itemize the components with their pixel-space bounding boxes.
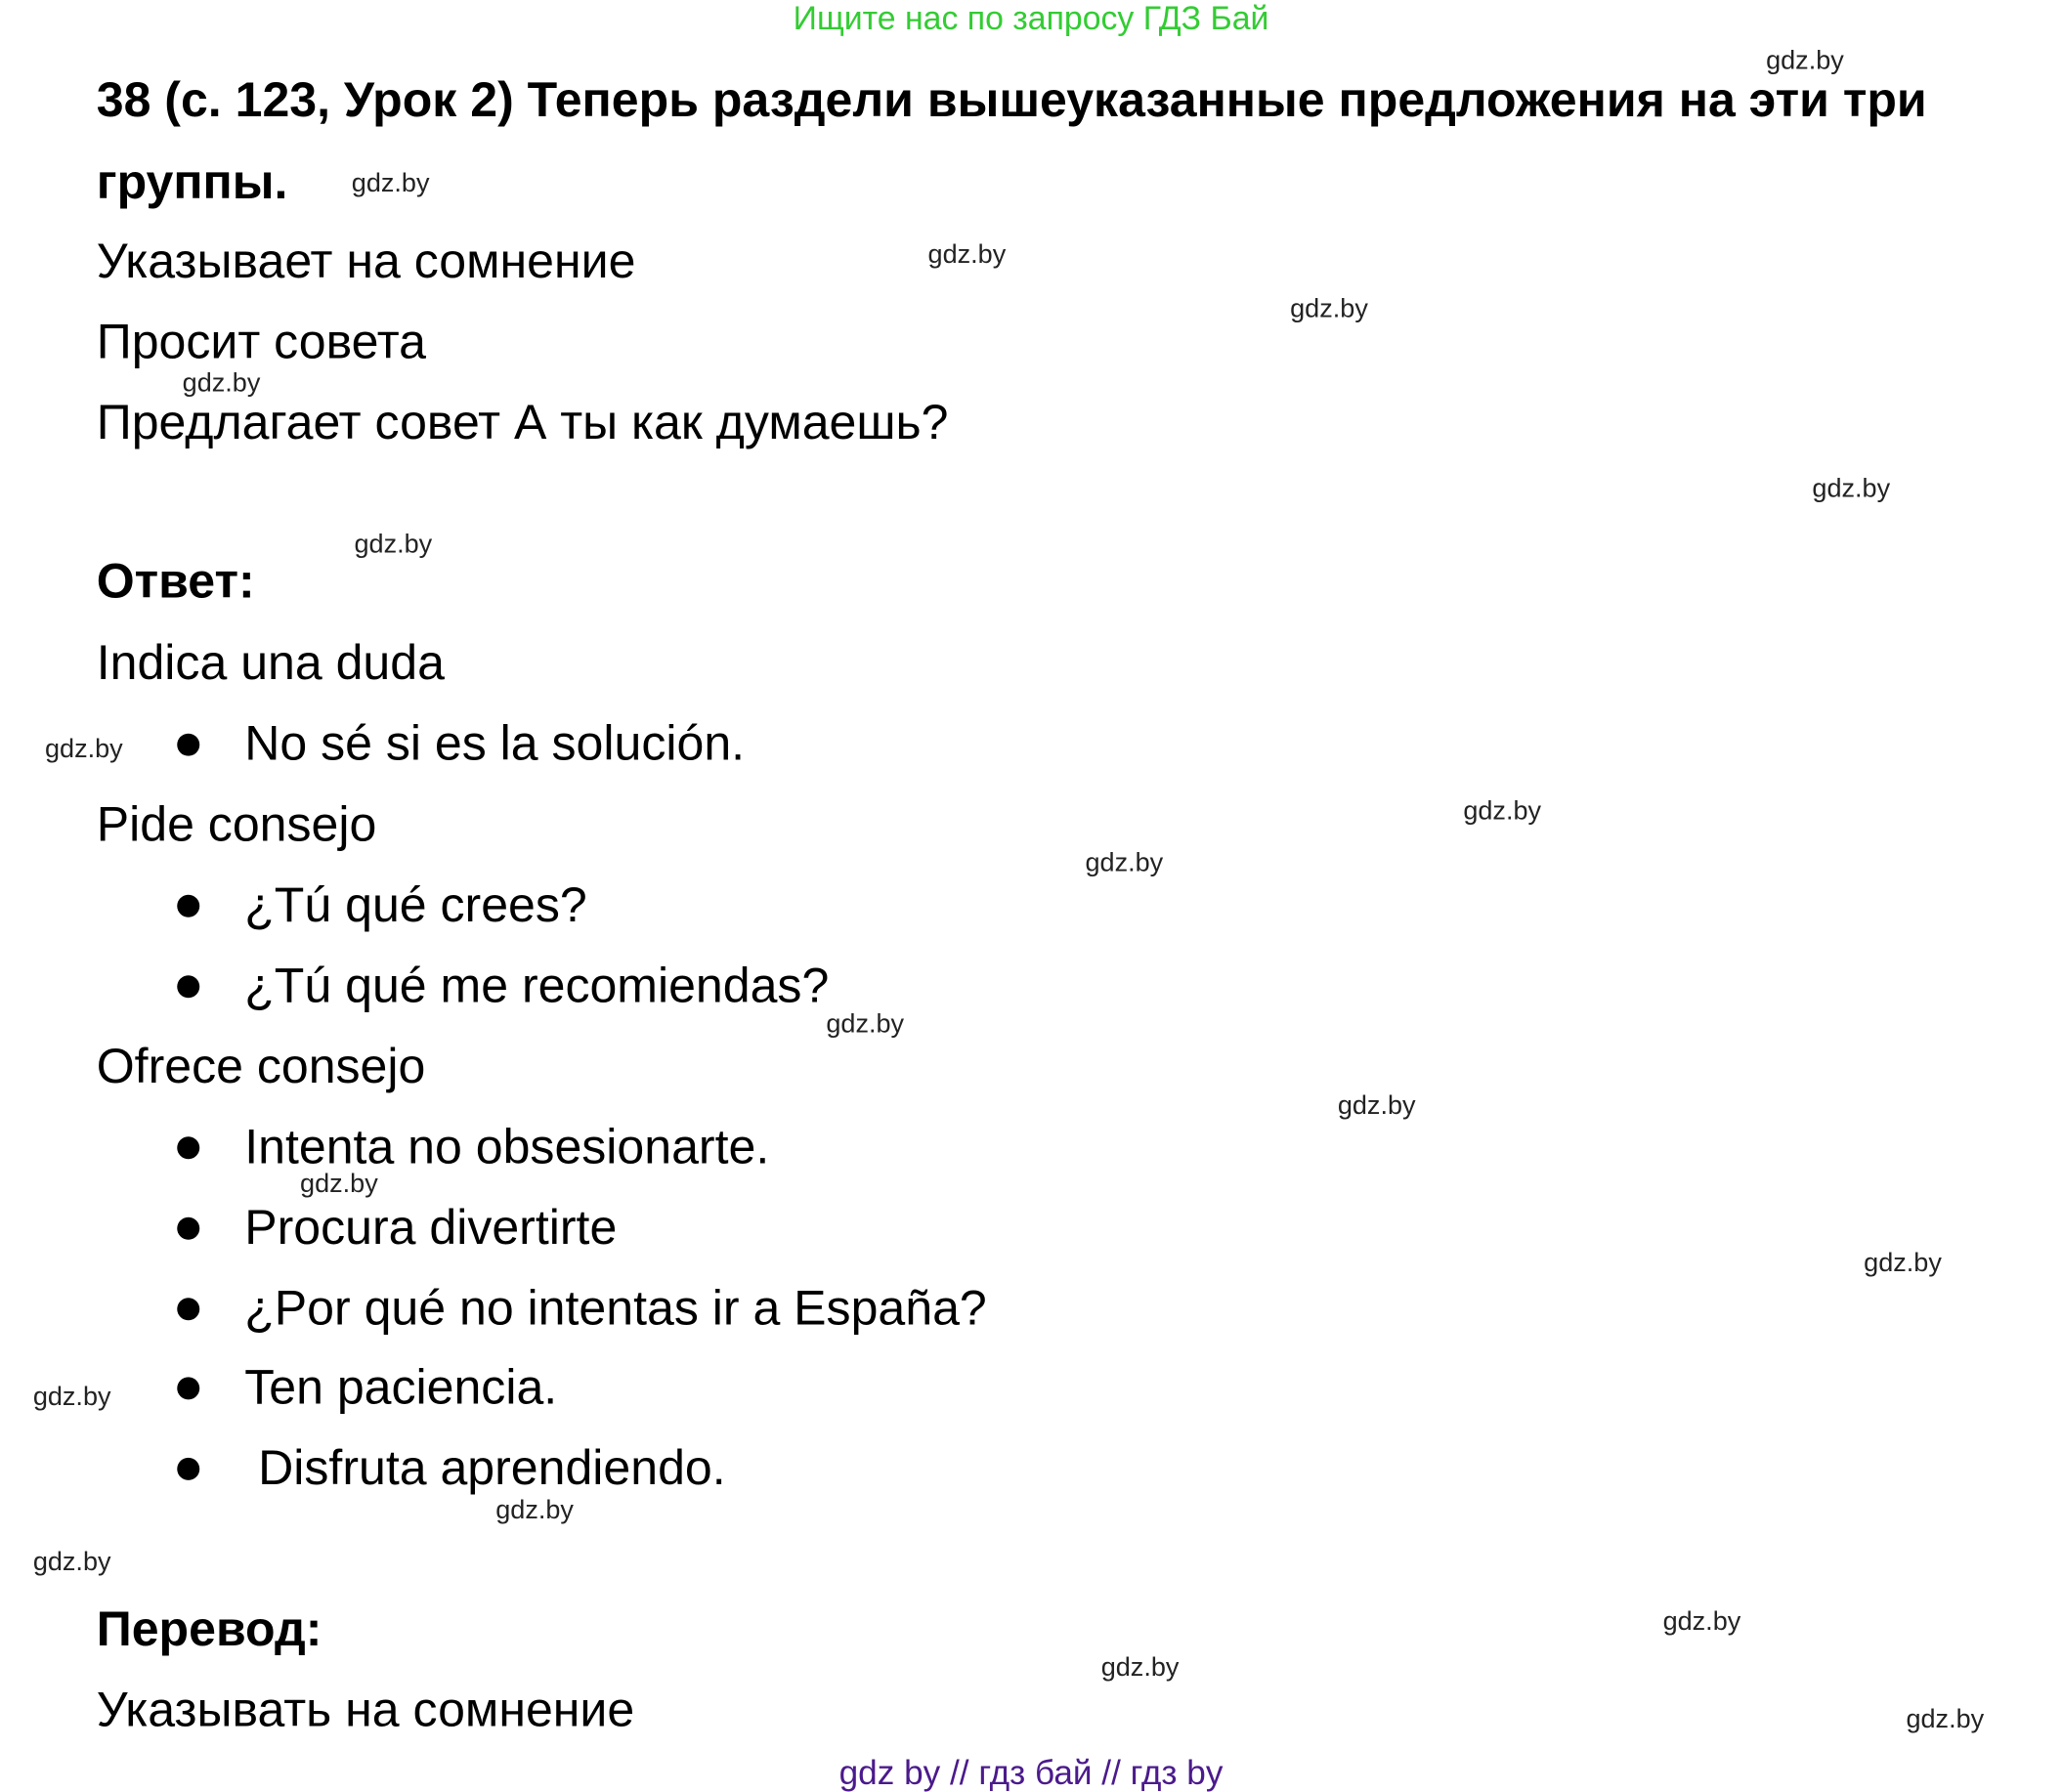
- bullet-icon: [177, 734, 199, 756]
- list-item: No sé si es la solución.: [244, 716, 746, 771]
- bullet-icon: [177, 895, 199, 917]
- watermark: gdz.by: [44, 735, 123, 764]
- list-item: ¿Por qué no intentas ir a España?: [244, 1280, 987, 1336]
- watermark: gdz.by: [1290, 294, 1368, 324]
- translation-line: Указывать на сомнение: [96, 1682, 635, 1737]
- group-doubt: Указывает на сомнение: [96, 234, 636, 288]
- bullet-icon: [177, 1217, 199, 1240]
- watermark: gdz.by: [182, 368, 261, 399]
- watermark: gdz.by: [1864, 1249, 1942, 1278]
- watermark: gdz.by: [354, 530, 433, 560]
- watermark: gdz.by: [1906, 1704, 1985, 1734]
- list-item: Procura divertirte: [244, 1200, 618, 1255]
- watermark: gdz.by: [32, 1382, 111, 1412]
- bullet-icon: [177, 1136, 199, 1159]
- watermark: gdz.by: [1463, 796, 1542, 827]
- watermark: gdz.by: [351, 169, 430, 198]
- watermark: gdz.by: [1766, 46, 1844, 76]
- watermark: gdz.by: [300, 1170, 378, 1199]
- list-item: ¿Tú qué crees?: [244, 877, 587, 932]
- watermark: gdz.by: [32, 1547, 111, 1577]
- section-title: Indica una duda: [96, 635, 445, 691]
- bullet-icon: [177, 1377, 199, 1399]
- section-title: Ofrece consejo: [96, 1039, 426, 1093]
- section-title: Pide consejo: [96, 796, 377, 852]
- group-offer-advice: Предлагает совет А ты как думаешь?: [96, 395, 949, 449]
- watermark: gdz.by: [1085, 848, 1164, 878]
- list-item: Ten paciencia.: [244, 1359, 558, 1415]
- translation-heading: Перевод:: [96, 1601, 322, 1656]
- list-item: Intenta no obsesionarte.: [244, 1119, 770, 1174]
- watermark: gdz.by: [495, 1496, 574, 1525]
- watermark: gdz.by: [1337, 1091, 1416, 1122]
- watermark: gdz.by: [927, 240, 1007, 270]
- watermark: gdz.by: [826, 1009, 905, 1040]
- task-title: 38 (с. 123, Урок 2) Теперь раздели вышеуказанные предложения на эти три: [96, 72, 1927, 127]
- task-title-continued: группы.: [96, 154, 288, 209]
- watermark: gdz.by: [1812, 474, 1891, 504]
- bullet-icon: [177, 1298, 199, 1320]
- footer-links[interactable]: gdz by // гдз бай // гдз by: [838, 1752, 1224, 1792]
- list-item: ¿Tú qué me recomiendas?: [244, 958, 830, 1013]
- bullet-icon: [177, 1458, 199, 1480]
- group-ask-advice: Просит совета: [96, 314, 427, 369]
- answer-heading: Ответ:: [96, 553, 255, 609]
- search-hint-banner: Ищите нас по запросу ГДЗ Бай: [793, 0, 1269, 37]
- bullet-icon: [177, 975, 199, 998]
- watermark: gdz.by: [1100, 1653, 1180, 1683]
- watermark: gdz.by: [1662, 1606, 1741, 1637]
- list-item: Disfruta aprendiendo.: [244, 1440, 726, 1495]
